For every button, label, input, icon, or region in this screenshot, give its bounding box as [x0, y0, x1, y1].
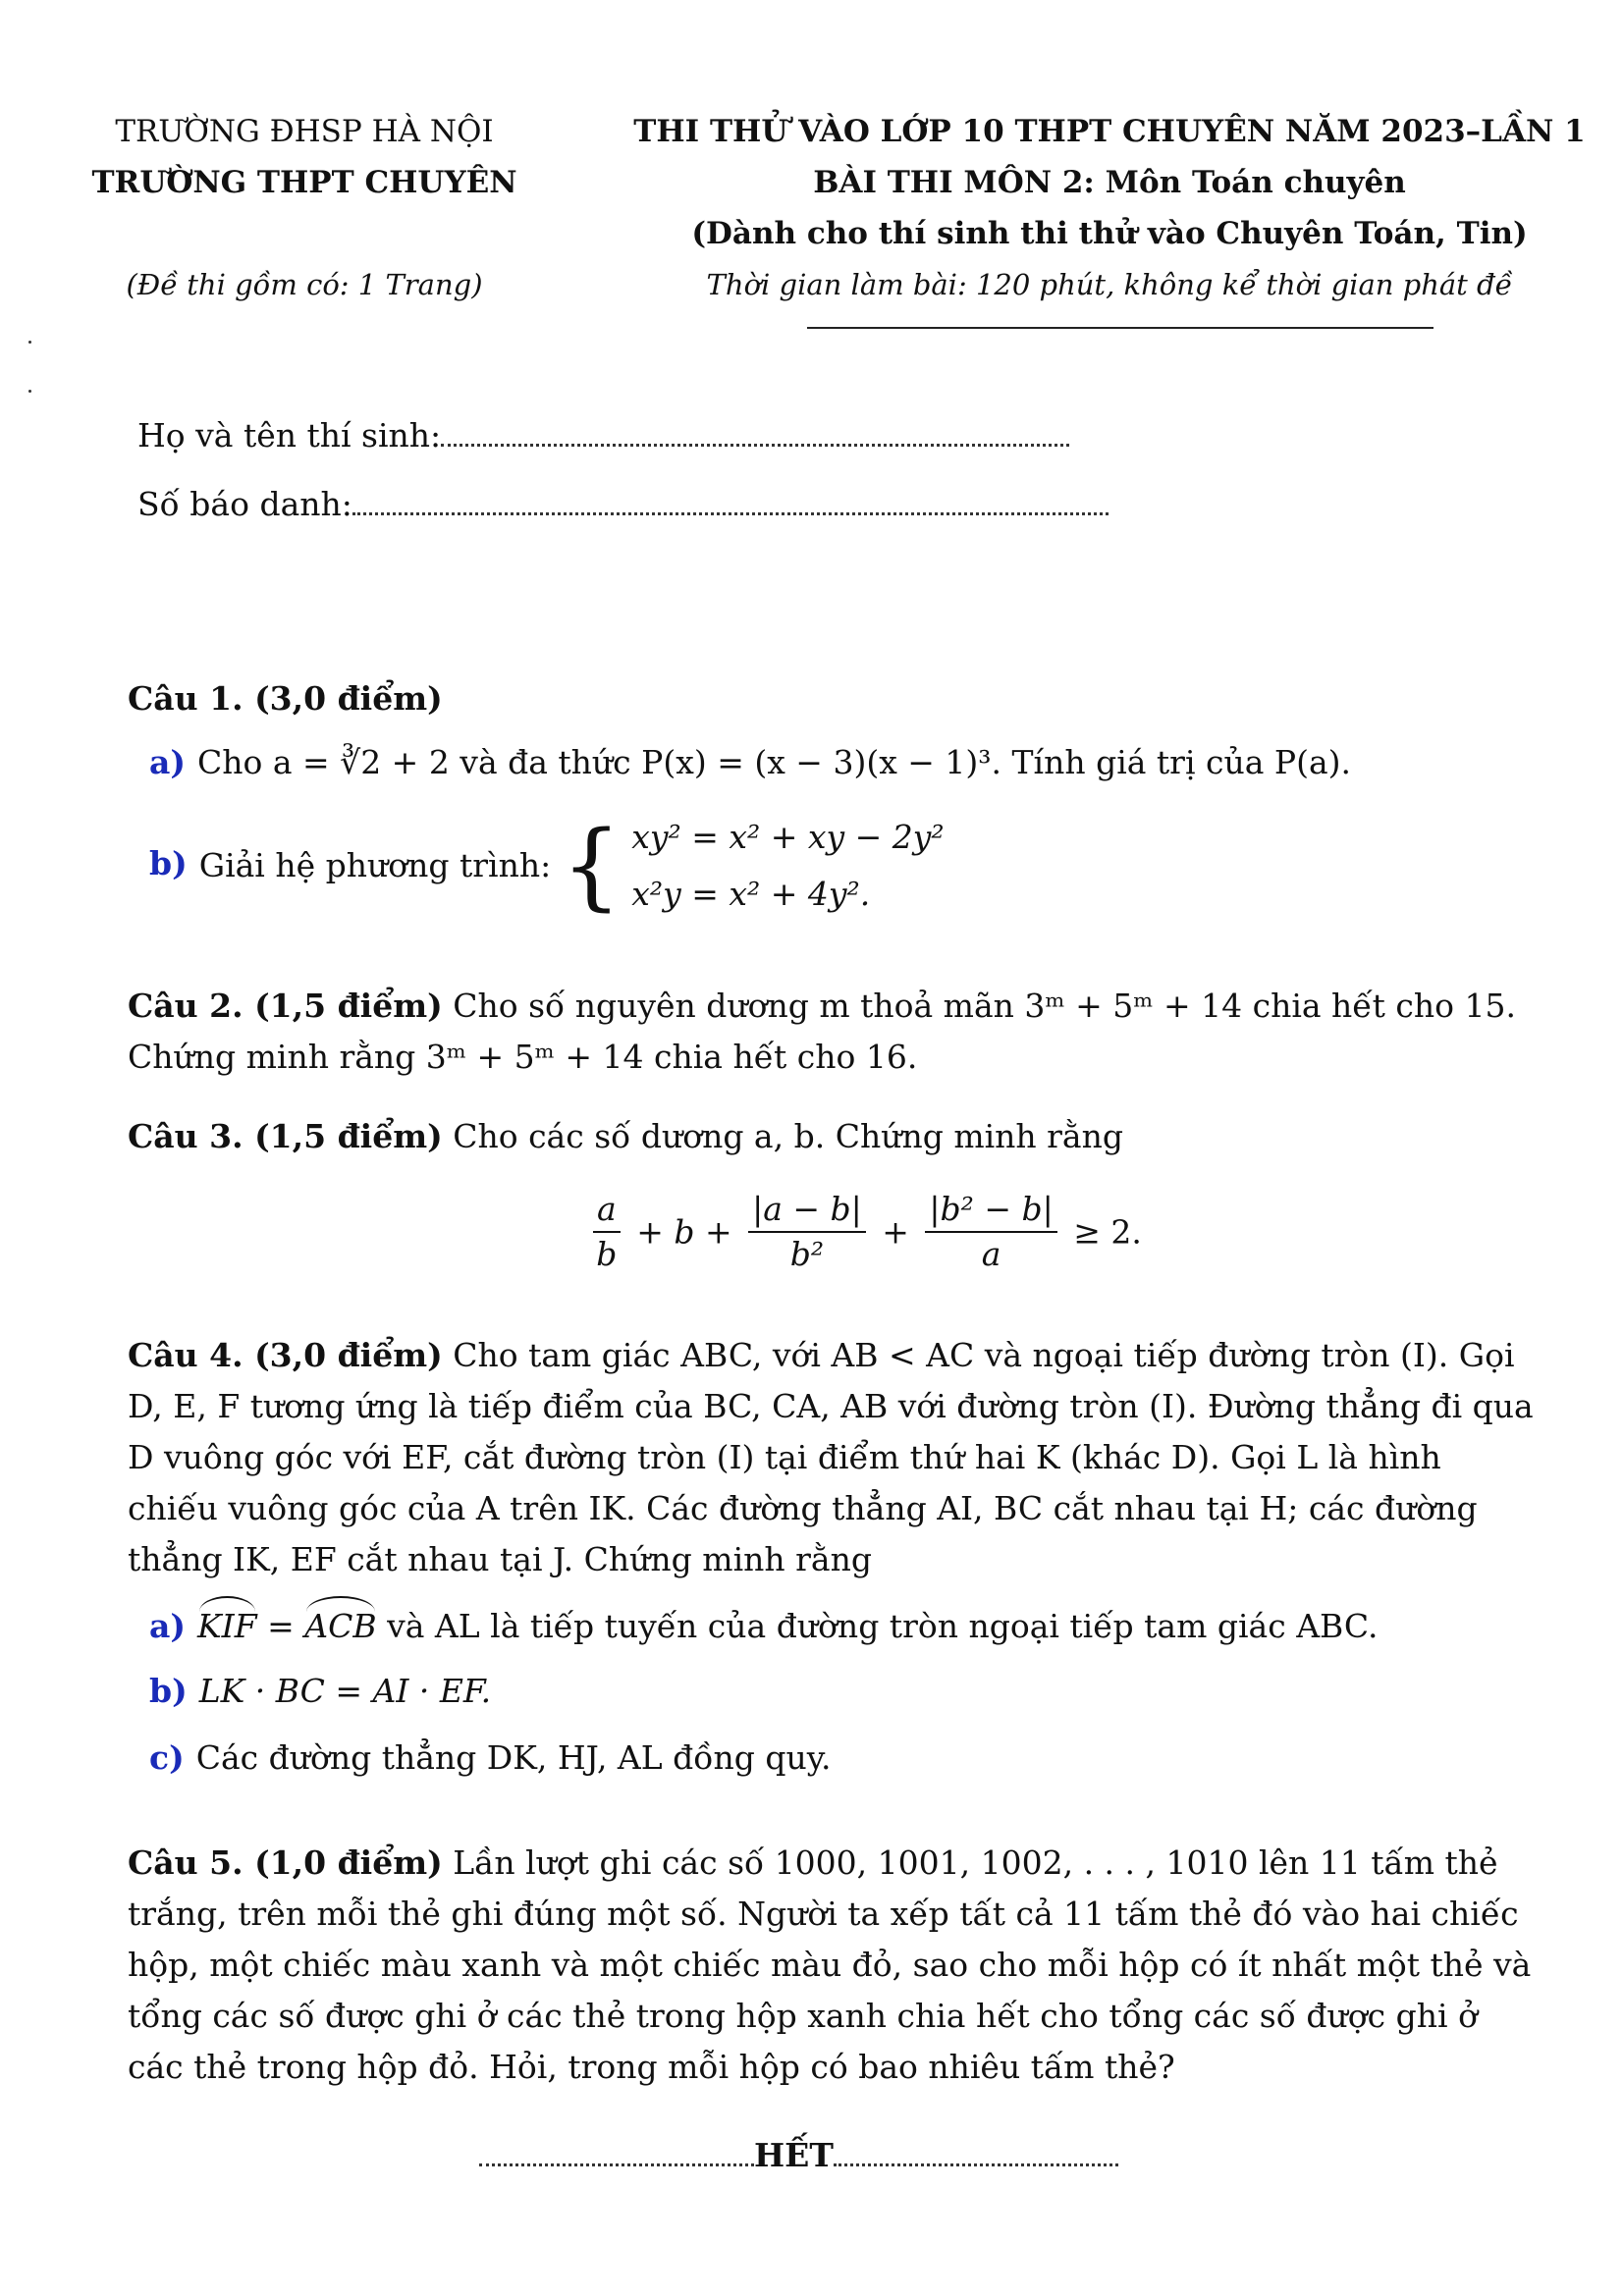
- question-4-text: Cho tam giác ABC, với AB < AC và ngoại tiếp đường tròn (I). Gọi D, E, F tương ứng là tiếp điểm của BC, CA, AB với đường tròn (I). Đường thẳng đi qua D vuông góc với EF, cắt đường tròn (I) tại điểm thứ hai K (khác D). Gọi L là hình chiếu vuông góc của A trên IK. Các đường thẳng AI, BC cắt nhau tại H; các đường thẳng IK, EF cắt nhau tại J. Chứng minh rằng: [128, 1336, 1534, 1578]
- subpart-tag: a): [149, 743, 186, 781]
- exam-subject: BÀI THI MÔN 2: Môn Toán chuyên: [813, 165, 1406, 200]
- question-4b-text: LK · BC = AI · EF.: [198, 1672, 492, 1710]
- exam-duration: Thời gian làm bài: 120 phút, không kể thời gian phát đề: [706, 268, 1513, 301]
- fraction-numerator: a: [593, 1188, 621, 1233]
- inequality-term: + b +: [636, 1212, 732, 1252]
- question-2-heading: Câu 2. (1,5 điểm): [128, 987, 443, 1025]
- fraction: [593, 1188, 621, 1276]
- fraction-denominator: a: [981, 1235, 1001, 1273]
- header-left: [69, 106, 540, 310]
- subpart-tag: b): [149, 844, 188, 882]
- exam-audience: (Dành cho thí sinh thi thử vào Chuyên Toán, Tin): [691, 216, 1528, 251]
- question-3: [128, 1111, 1542, 1162]
- question-1b-text: Giải hệ phương trình:: [198, 846, 552, 884]
- end-marker: [479, 2136, 1118, 2174]
- equation-1: xy² = x² + xy − 2y²: [631, 818, 945, 856]
- question-4: [128, 1330, 1542, 1585]
- end-dots-left: [479, 2142, 754, 2166]
- inequality-operator: +: [882, 1212, 909, 1252]
- question-5-heading: Câu 5. (1,0 điểm): [128, 1843, 443, 1882]
- question-4-heading: Câu 4. (3,0 điểm): [128, 1336, 443, 1374]
- question-1-heading: Câu 1. (3,0 điểm): [128, 679, 443, 718]
- question-5: [128, 1838, 1542, 2093]
- subpart-tag: b): [149, 1672, 188, 1710]
- candidate-id-field[interactable]: [352, 487, 1109, 515]
- header-left-spacer: [69, 208, 540, 259]
- system-brace: {: [561, 811, 622, 921]
- angle-kif: KIF: [197, 1602, 257, 1651]
- stray-dot: [28, 341, 31, 344]
- fraction-numerator: |a − b|: [748, 1188, 866, 1233]
- candidate-id-label: Số báo danh:: [137, 485, 352, 523]
- question-2-text: Cho số nguyên dương m thoả mãn 3ᵐ + 5ᵐ + 14 chia hết cho 15. Chứng minh rằng 3ᵐ + 5ᵐ + 14 chia hết cho 16.: [128, 987, 1516, 1076]
- inequality-tail: ≥ 2.: [1073, 1212, 1142, 1252]
- equals-sign: =: [267, 1607, 295, 1645]
- candidate-id-line: [137, 485, 1109, 523]
- university-name: TRƯỜNG ĐHSP HÀ NỘI: [115, 114, 494, 149]
- candidate-name-field[interactable]: [441, 418, 1069, 447]
- question-4a-text: và AL là tiếp tuyến của đường tròn ngoại tiếp tam giác ABC.: [387, 1607, 1379, 1645]
- inequality: [587, 1188, 1142, 1276]
- angle-acb: ACB: [304, 1602, 376, 1651]
- subpart-tag: c): [149, 1738, 185, 1777]
- page-count-note: (Đề thi gồm có: 1 Trang): [126, 268, 483, 301]
- question-2: [128, 981, 1542, 1083]
- school-name: TRƯỜNG THPT CHUYÊN: [91, 165, 517, 200]
- fraction-denominator: b²: [789, 1235, 825, 1273]
- end-label: HẾT: [754, 2136, 834, 2174]
- end-dots-right: [834, 2142, 1118, 2166]
- fraction: [748, 1188, 866, 1276]
- header-right: [628, 106, 1591, 310]
- question-1-title: [128, 673, 1542, 724]
- fraction: [925, 1188, 1056, 1276]
- exam-title: THI THỬ VÀO LỚP 10 THPT CHUYÊN NĂM 2023–LẦN 1: [633, 114, 1586, 149]
- question-4b: [149, 1667, 491, 1716]
- equation-2: x²y = x² + 4y².: [631, 875, 871, 913]
- question-4c-text: Các đường thẳng DK, HJ, AL đồng quy.: [195, 1738, 832, 1777]
- header-divider: [807, 327, 1434, 329]
- fraction-numerator: |b² − b|: [925, 1188, 1056, 1233]
- question-1a: [149, 738, 1351, 787]
- question-3-heading: Câu 3. (1,5 điểm): [128, 1117, 443, 1155]
- subpart-tag: a): [149, 1607, 186, 1645]
- question-4a: [149, 1602, 1378, 1651]
- candidate-name-label: Họ và tên thí sinh:: [137, 416, 442, 454]
- question-3-text: Cho các số dương a, b. Chứng minh rằng: [453, 1117, 1123, 1155]
- question-1a-text: Cho a = ∛2 + 2 và đa thức P(x) = (x − 3)(x − 1)³. Tính giá trị của P(a).: [197, 743, 1352, 781]
- question-4c: [149, 1734, 831, 1783]
- question-5-text: Lần lượt ghi các số 1000, 1001, 1002, . . . , 1010 lên 11 tấm thẻ trắng, trên mỗi thẻ ghi đúng một số. Người ta xếp tất cả 11 tấm thẻ đó vào hai chiếc hộp, một chiếc màu xanh và một chiếc màu đỏ, sao cho mỗi hộp có ít nhất một thẻ và tổng các số được ghi ở các thẻ trong hộp xanh chia hết cho tổng các số được ghi ở các thẻ trong hộp đỏ. Hỏi, trong mỗi hộp có bao nhiêu tấm thẻ?: [128, 1843, 1532, 2086]
- equation-system: [631, 809, 944, 923]
- question-1b: [149, 809, 945, 923]
- stray-dot: [28, 390, 31, 393]
- candidate-name-line: [137, 416, 1069, 454]
- fraction-denominator: b: [596, 1235, 618, 1273]
